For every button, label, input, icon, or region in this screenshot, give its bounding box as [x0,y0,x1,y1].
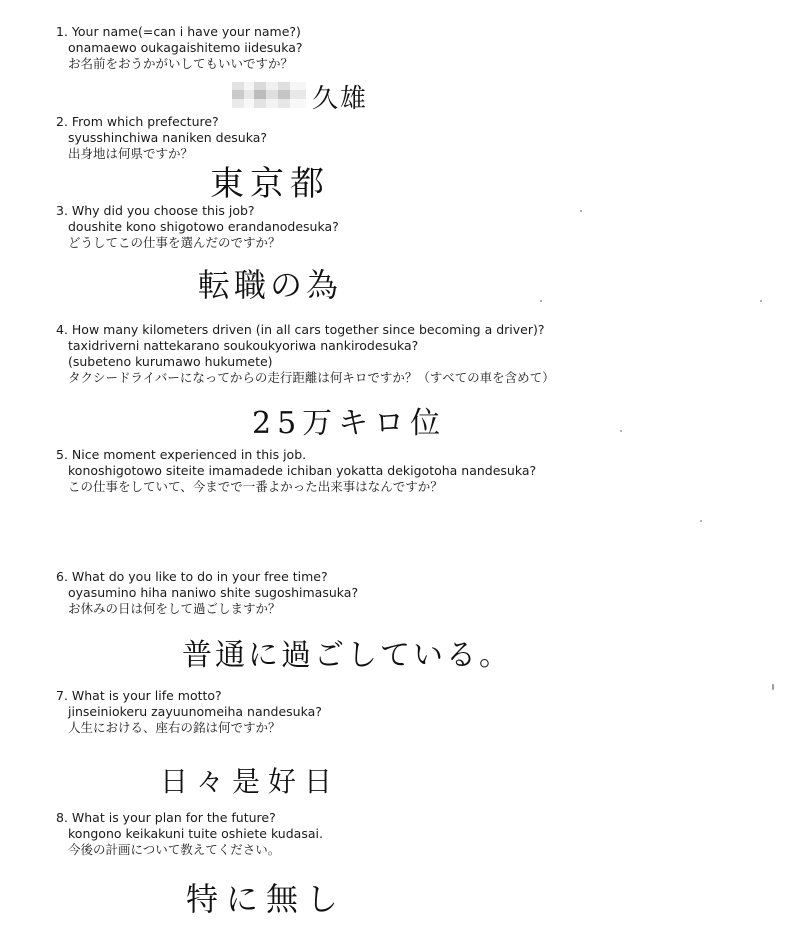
question-4 [56,322,555,386]
question-6 [56,569,358,617]
question-5-romaji: konoshigotowo siteite imamadede ichiban yokatta dekigotoha nandesuka? [68,463,537,478]
question-7-romaji: jinseiniokeru zayuunomeiha nandesuka? [68,704,322,719]
scan-speck [620,430,622,432]
question-5 [56,447,536,495]
question-2-jp: 出身地は何県ですか？ [68,146,194,161]
question-4-romaji2: (subeteno kurumawo hukumete) [68,354,273,369]
question-6-en: 6. What do you like to do in your free time? [56,569,328,584]
question-3-romaji: doushite kono shigotowo erandanodesuka? [68,219,339,234]
question-5-jp: この仕事をしていて、今までで一番よかった出来事はなんですか？ [68,479,443,494]
answer-7: 日々是好日 [160,765,341,798]
question-2-en: 2. From which prefecture? [56,114,219,129]
question-6-jp: お休みの日は何をして過ごしますか？ [68,601,281,616]
answer-6: 普通に過ごしている。 [182,638,512,673]
question-3-en: 3. Why did you choose this job? [56,203,255,218]
question-4-en: 4. How many kilometers driven (in all cars together since becoming a driver)? [56,322,545,337]
scan-speck [700,520,702,522]
question-7 [56,688,322,736]
question-2-romaji: syusshinchiwa naniken desuka? [68,130,268,145]
scan-speck [540,300,542,302]
question-1 [56,24,303,72]
question-1-en: 1. Your name(=can i have your name?) [56,24,301,39]
question-3-jp: どうしてこの仕事を選んだのですか？ [68,235,281,250]
question-1-jp: お名前をおうかがいしてもいいですか？ [68,56,294,71]
question-8-en: 8. What is your plan for the future? [56,810,276,825]
question-2 [56,114,267,162]
question-7-jp: 人生における、座右の銘は何ですか？ [68,720,281,735]
answer-4: 25万キロ位 [252,406,447,441]
question-8 [56,810,323,858]
question-4-jp: タクシードライバーになってからの走行距離は何キロですか？（すべての車を含めて） [68,370,555,385]
redacted-name-mosaic [232,82,306,108]
question-4-romaji: taxidriverni nattekarano soukoukyoriwa nankirodesuka? [68,338,419,353]
question-7-en: 7. What is your life motto? [56,688,222,703]
scan-speck [760,300,762,302]
answer-3: 転職の為 [198,266,343,304]
question-6-romaji: oyasumino hiha naniwo shite sugoshimasuka? [68,585,359,600]
question-5-en: 5. Nice moment experienced in this job. [56,447,307,462]
question-3 [56,203,339,251]
question-8-romaji: kongono keikakuni tuite oshiete kudasai. [68,826,323,841]
scan-speck [772,684,774,690]
answer-2: 東京都 [210,164,330,204]
answer-1: 久雄 [312,84,369,114]
question-8-jp: 今後の計画について教えてください。 [68,842,281,857]
answer-8: 特に無し [186,880,347,918]
scan-speck [580,210,582,212]
question-1-romaji: onamaewo oukagaishitemo iidesuka? [68,40,303,55]
